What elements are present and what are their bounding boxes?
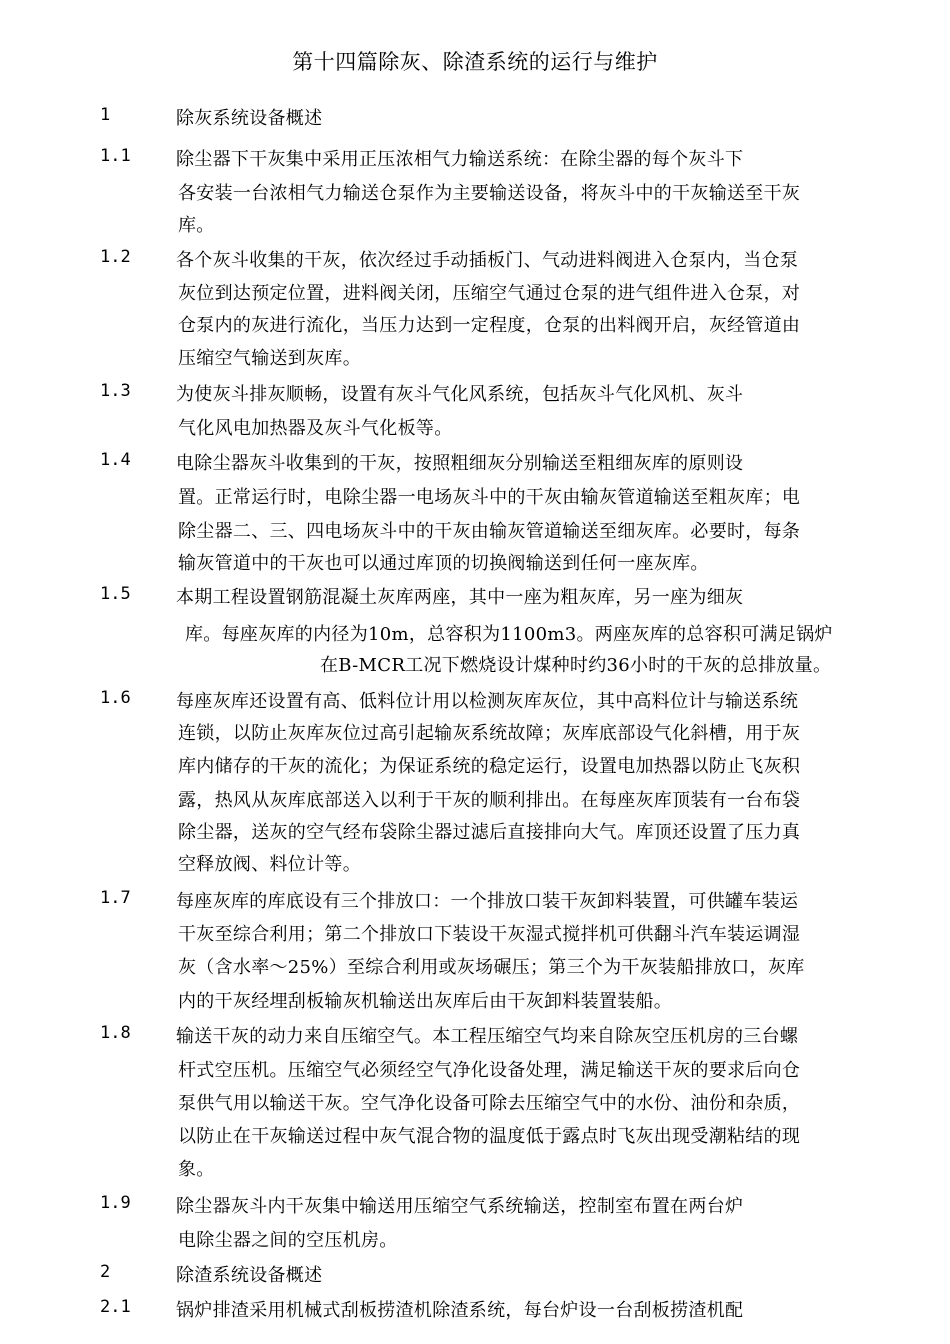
paragraph-line: 灰（含水率～25%）至综合利用或灰场碾压；第三个为干灰装船排放口，灰库 (178, 957, 805, 978)
paragraph-line: 各安装一台浓相气力输送仓泵作为主要输送设备，将灰斗中的干灰输送至干灰 (178, 183, 801, 204)
paragraph-line: 输灰管道中的干灰也可以通过库顶的切换阀输送到任何一座灰库。 (178, 553, 709, 574)
section-number: 1.6 (100, 688, 131, 708)
paragraph-line: 除渣系统设备概述 (176, 1265, 323, 1286)
paragraph-line: 库内储存的干灰的流化；为保证系统的稳定运行，设置电加热器以防止飞灰积 (178, 756, 801, 777)
section-number: 1 (100, 105, 111, 125)
paragraph-line: 库。每座灰库的内径为10m，总容积为1100m3。两座灰库的总容积可满足锅炉 (185, 624, 833, 645)
section-number: 2.1 (100, 1297, 131, 1317)
paragraph-line: 除尘器灰斗内干灰集中输送用压缩空气系统输送，控制室布置在两台炉 (176, 1196, 744, 1217)
page-title: 第十四篇除灰、除渣系统的运行与维护 (292, 50, 658, 74)
paragraph-line: 除尘器，送灰的空气经布袋除尘器过滤后直接排向大气。库顶还设置了压力真 (178, 822, 801, 843)
paragraph-line: 内的干灰经埋刮板输灰机输送出灰库后由干灰卸料装置装船。 (178, 991, 673, 1012)
section-number: 1.2 (100, 247, 131, 267)
paragraph-line: 电除尘器灰斗收集到的干灰，按照粗细灰分别输送至粗细灰库的原则设 (176, 453, 744, 474)
paragraph-line: 以防止在干灰输送过程中灰气混合物的温度低于露点时飞灰出现受潮粘结的现 (178, 1126, 801, 1147)
paragraph-line: 灰位到达预定位置，进料阀关闭，压缩空气通过仓泵的进气组件进入仓泵，对 (178, 283, 801, 304)
paragraph-line: 每座灰库的库底设有三个排放口：一个排放口装干灰卸料装置，可供罐车装运 (176, 891, 799, 912)
section-number: 1.1 (100, 146, 131, 166)
section-number: 1.8 (100, 1023, 131, 1043)
paragraph-line: 除尘器二、三、四电场灰斗中的干灰由输灰管道输送至细灰库。必要时，每条 (178, 521, 801, 542)
paragraph-line: 压缩空气输送到灰库。 (178, 348, 361, 369)
paragraph-line: 为使灰斗排灰顺畅，设置有灰斗气化风系统，包括灰斗气化风机、灰斗 (176, 384, 744, 405)
section-number: 1.5 (100, 584, 131, 604)
paragraph-line: 本期工程设置钢筋混凝土灰库两座，其中一座为粗灰库，另一座为细灰 (176, 587, 744, 608)
paragraph-line: 泵供气用以输送干灰。空气净化设备可除去压缩空气中的水份、油份和杂质， (178, 1093, 801, 1114)
paragraph-line: 除尘器下干灰集中采用正压浓相气力输送系统：在除尘器的每个灰斗下 (176, 149, 744, 170)
section-number: 1.4 (100, 450, 131, 470)
paragraph-line: 杆式空压机。压缩空气必须经空气净化设备处理，满足输送干灰的要求后向仓 (178, 1060, 801, 1081)
paragraph-line: 象。 (178, 1159, 215, 1180)
paragraph-line: 仓泵内的灰进行流化，当压力达到一定程度，仓泵的出料阀开启，灰经管道由 (178, 315, 801, 336)
paragraph-line: 露，热风从灰库底部送入以利于干灰的顺利排出。在每座灰库顶装有一台布袋 (178, 790, 801, 811)
paragraph-line: 库。 (178, 215, 215, 236)
paragraph-line: 连锁，以防止灰库灰位过高引起输灰系统故障；灰库底部设气化斜槽，用于灰 (178, 723, 801, 744)
section-number: 1.3 (100, 381, 131, 401)
paragraph-line: 电除尘器之间的空压机房。 (178, 1230, 398, 1251)
paragraph-line: 输送干灰的动力来自压缩空气。本工程压缩空气均来自除灰空压机房的三台螺 (176, 1026, 799, 1047)
paragraph-line: 空释放阀、料位计等。 (178, 854, 361, 875)
paragraph-line: 干灰至综合利用；第二个排放口下装设干灰湿式搅拌机可供翻斗汽车装运调湿 (178, 924, 801, 945)
section-number: 2 (100, 1262, 111, 1282)
paragraph-line: 气化风电加热器及灰斗气化板等。 (178, 418, 453, 439)
section-number: 1.7 (100, 888, 131, 908)
section-number: 1.9 (100, 1193, 131, 1213)
paragraph-line: 各个灰斗收集的干灰，依次经过手动插板门、气动进料阀进入仓泵内，当仓泵 (176, 250, 799, 271)
paragraph-line: 每座灰库还设置有高、低料位计用以检测灰库灰位，其中高料位计与输送系统 (176, 691, 799, 712)
paragraph-line: 在B-MCR工况下燃烧设计煤种时约36小时的干灰的总排放量。 (320, 655, 832, 676)
paragraph-line: 置。正常运行时，电除尘器一电场灰斗中的干灰由输灰管道输送至粗灰库；电 (178, 487, 801, 508)
paragraph-line: 除灰系统设备概述 (176, 108, 323, 129)
paragraph-line: 锅炉排渣采用机械式刮板捞渣机除渣系统，每台炉设一台刮板捞渣机配 (176, 1300, 744, 1321)
